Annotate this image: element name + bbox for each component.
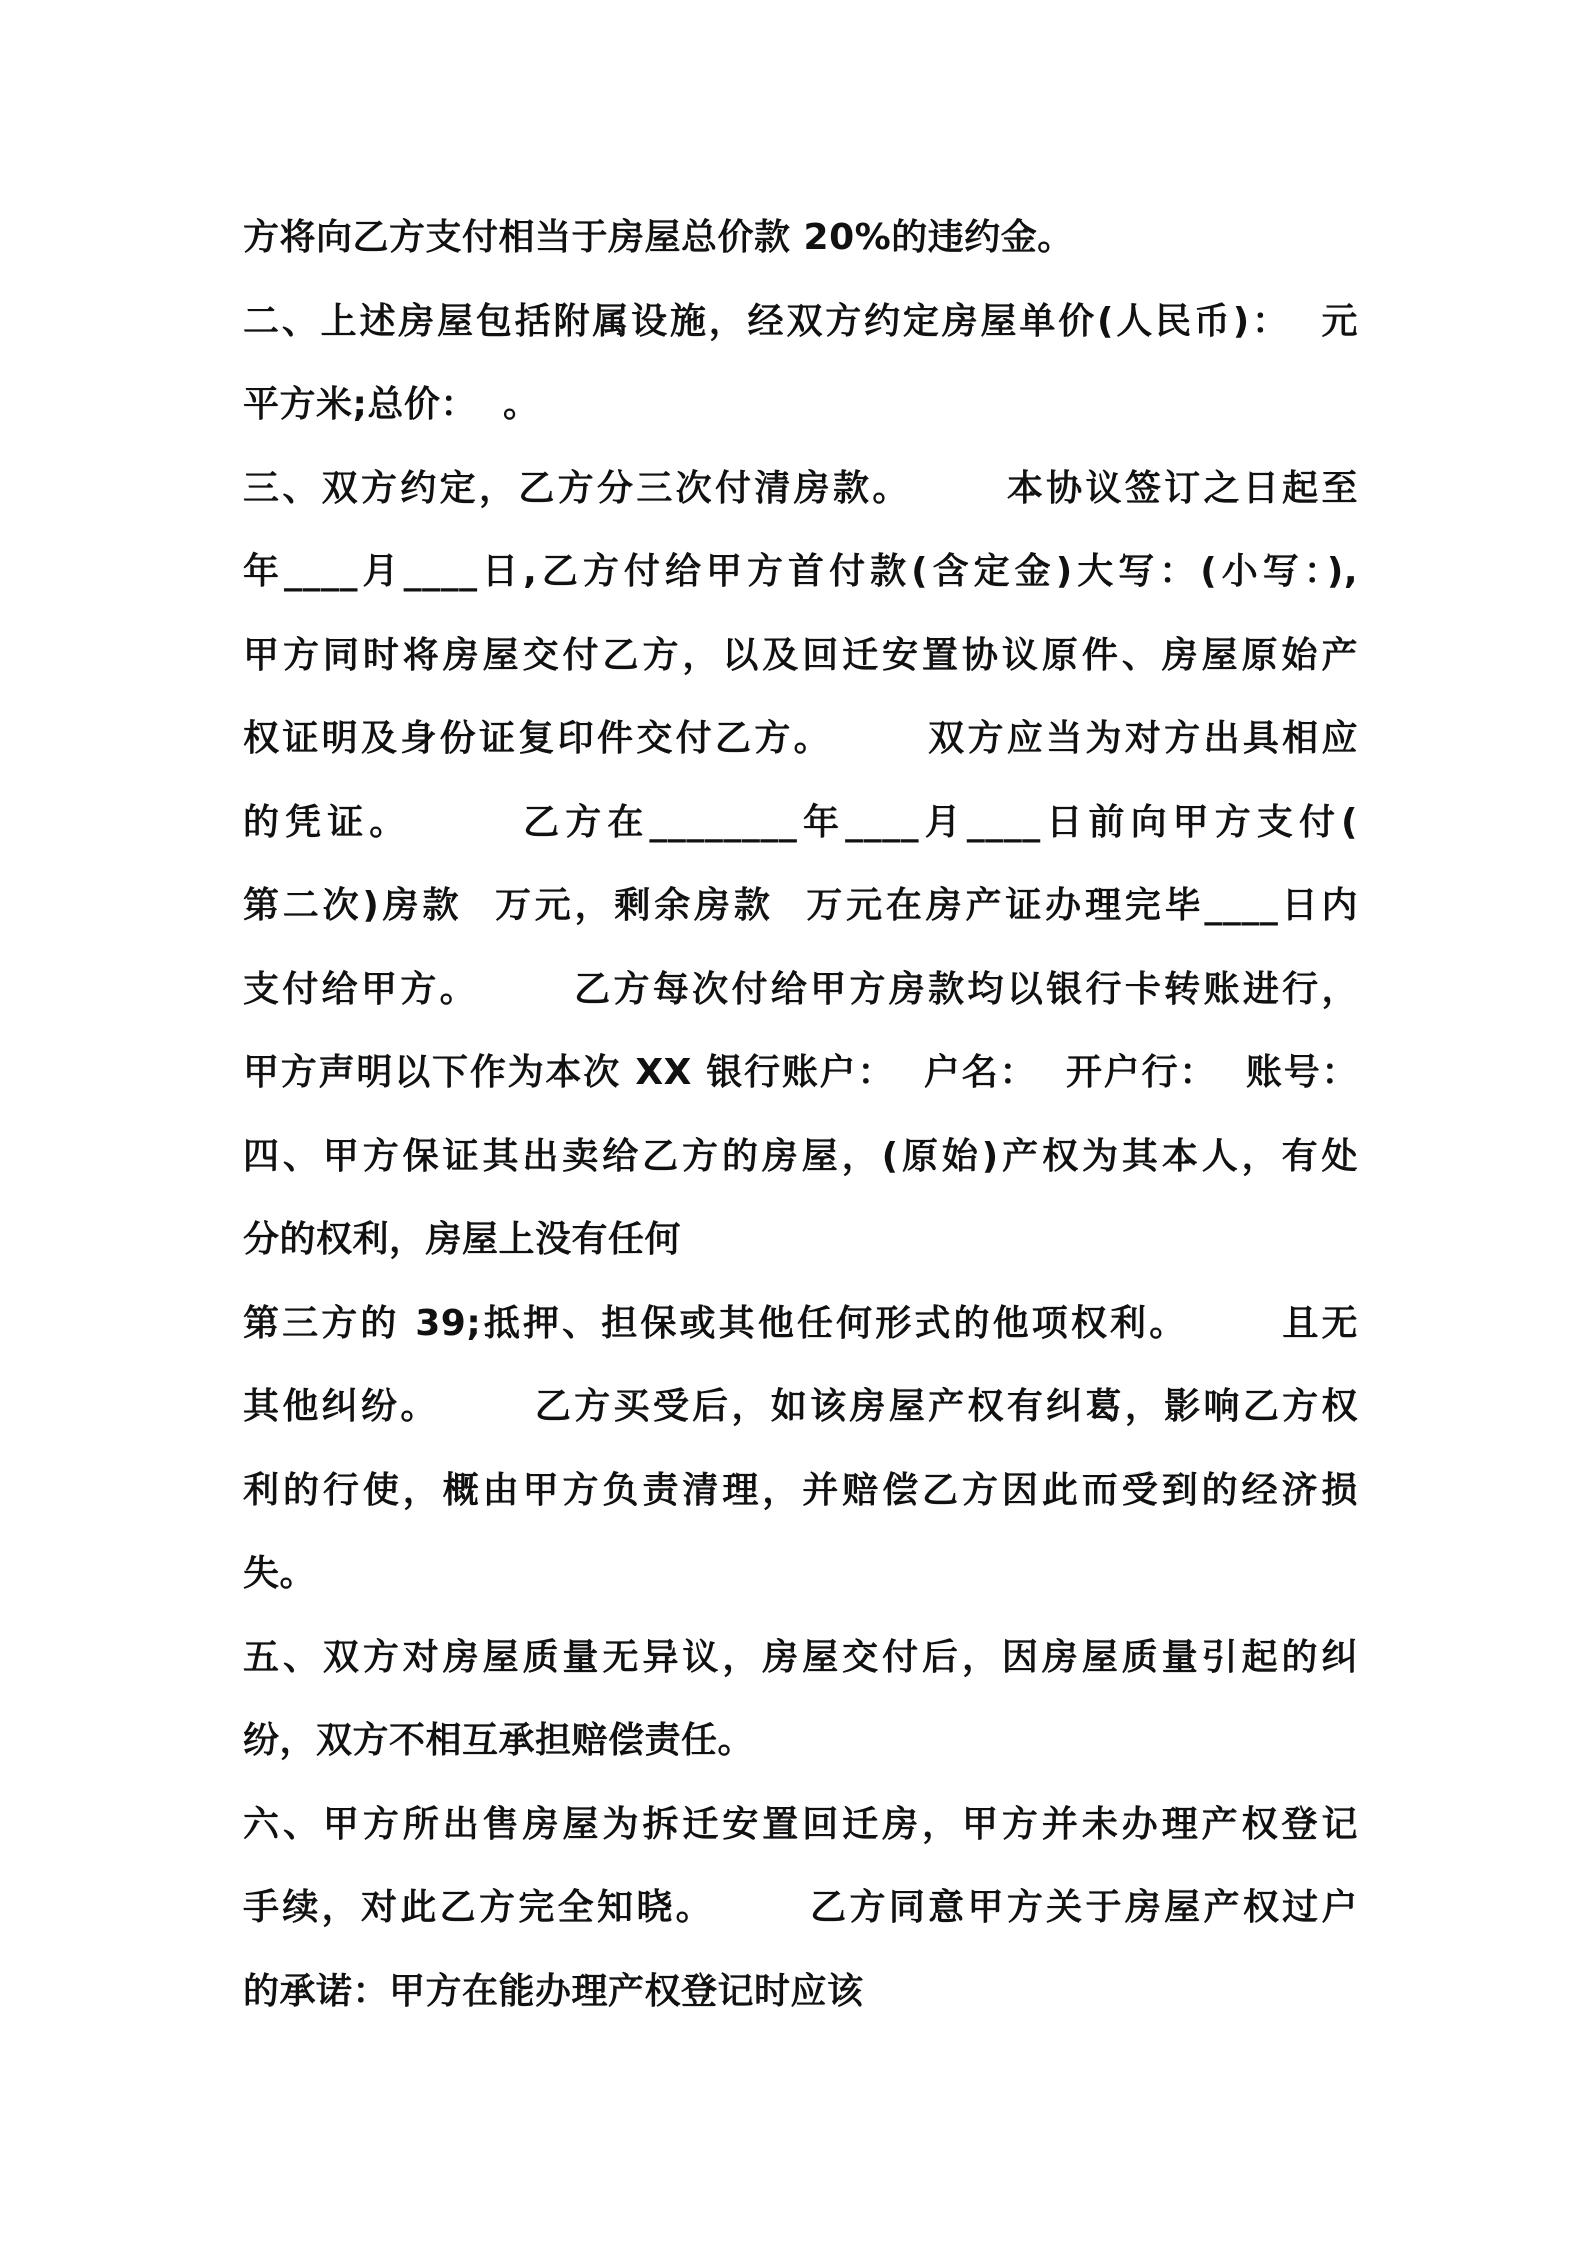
text-line: 失。 [243, 1553, 317, 1594]
text-line: 方将向乙方支付相当于房屋总价款 20%的违约金。 [243, 217, 1074, 258]
contract-body-text [243, 196, 1358, 2033]
text-line: 的凭证。 乙方在________年____月____日前向甲方支付( [243, 801, 1358, 843]
text-line: 纷，双方不相互承担赔偿责任。 [243, 1720, 755, 1761]
text-line: 支付给甲方。 乙方每次付给甲方房款均以银行卡转账进行， [243, 968, 1358, 1010]
text-line: 第二次)房款 万元，剩余房款 万元在房产证办理完毕____日内 [243, 885, 1358, 926]
text-line: 平方米;总价： 。 [243, 384, 540, 425]
text-line: 的承诺：甲方在能办理产权登记时应该 [243, 1970, 864, 2012]
text-line: 手续，对此乙方完全知晓。 乙方同意甲方关于房屋产权过户 [243, 1887, 1358, 1928]
text-line: 四、甲方保证其出卖给乙方的房屋，(原始)产权为其本人，有处 [243, 1135, 1358, 1177]
text-line: 权证明及身份证复印件交付乙方。 双方应当为对方出具相应 [243, 718, 1358, 759]
text-line: 六、甲方所出售房屋为拆迁安置回迁房，甲方并未办理产权登记 [243, 1803, 1358, 1845]
text-line: 三、双方约定，乙方分三次付清房款。 本协议签订之日起至 [243, 467, 1358, 509]
text-line: 甲方声明以下作为本次 XX 银行账户： 户名： 开户行： 账号： [243, 1052, 1358, 1093]
text-line: 二、上述房屋包括附属设施，经双方约定房屋单价(人民币)： 元 [243, 300, 1358, 342]
text-line: 利的行使，概由甲方负责清理，并赔偿乙方因此而受到的经济损 [243, 1469, 1358, 1511]
text-line: 第三方的 39;抵押、担保或其他任何形式的他项权利。 且无 [243, 1302, 1358, 1344]
text-line: 年____月____日,乙方付给甲方首付款(含定金)大写：(小写：), [243, 551, 1358, 592]
text-line: 分的权利，房屋上没有任何 [243, 1219, 682, 1260]
text-line: 甲方同时将房屋交付乙方，以及回迁安置协议原件、房屋原始产 [243, 634, 1358, 676]
text-line: 五、双方对房屋质量无异议，房屋交付后，因房屋质量引起的纠 [243, 1636, 1358, 1678]
text-line: 其他纠纷。 乙方买受后，如该房屋产权有纠葛，影响乙方权 [243, 1386, 1358, 1427]
